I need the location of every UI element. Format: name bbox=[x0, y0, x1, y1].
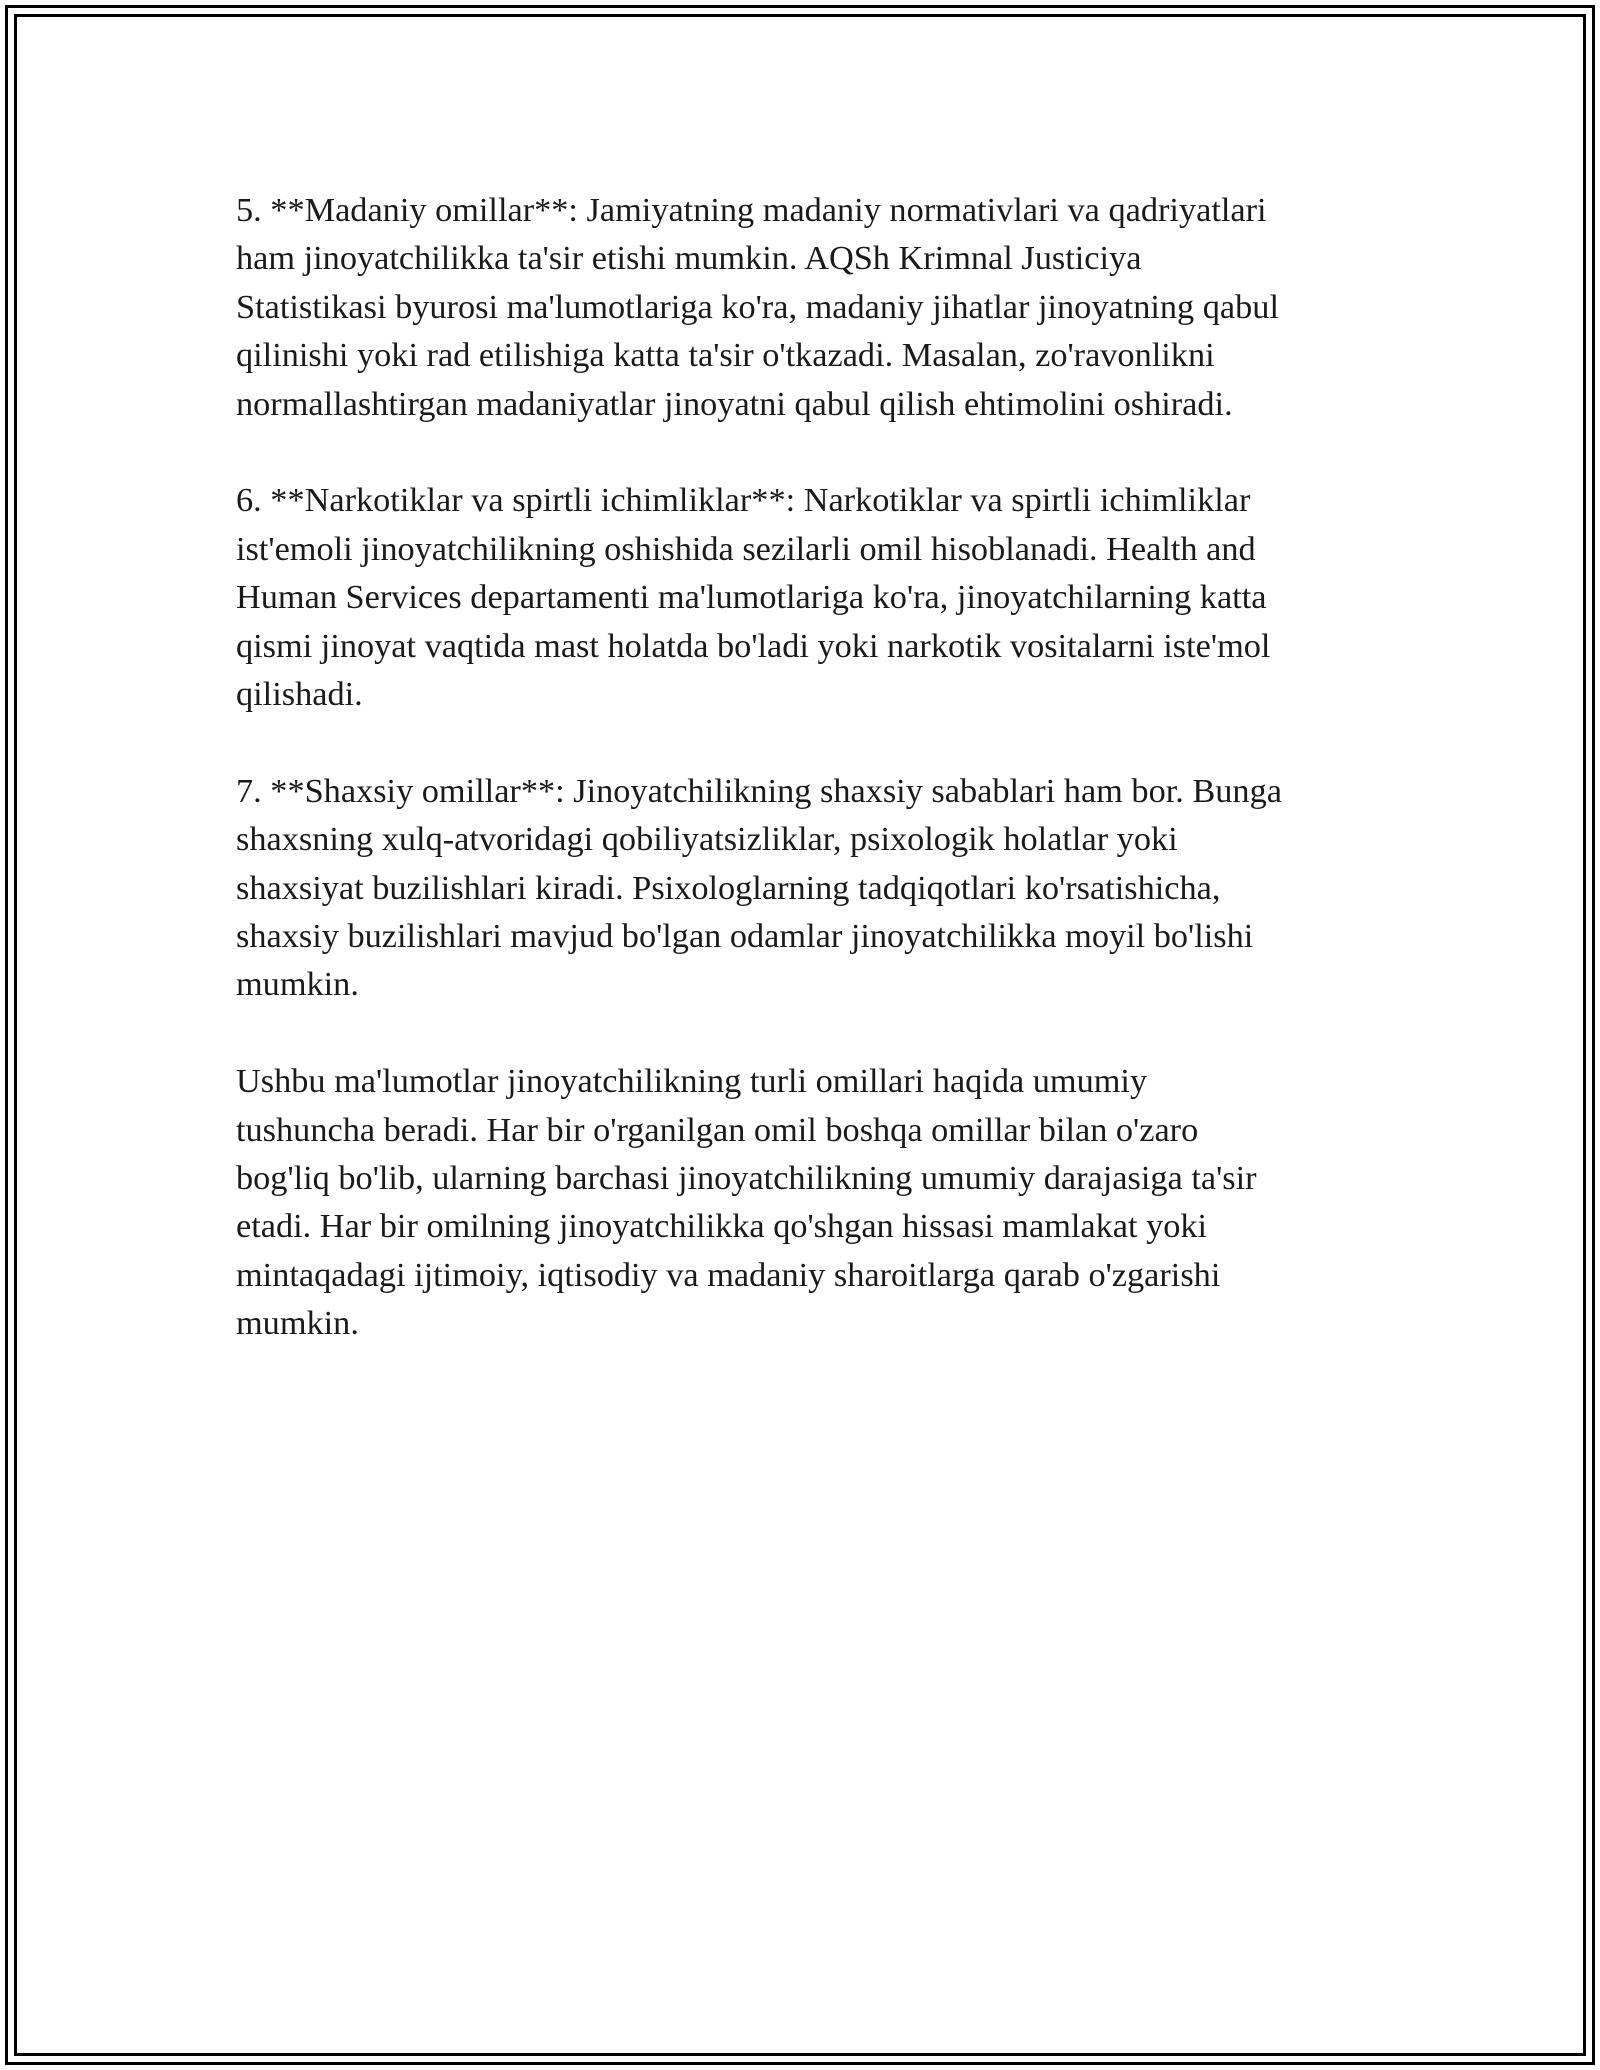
document-body bbox=[236, 186, 1366, 1396]
paragraph-cultural-factors: 5. **Madaniy omillar**: Jamiyatning madaniy normativlari va qadriyatlari ham jinoyatchilikka ta'sir etishi mumkin. AQSh Krimnal Justiciya Statistikasi byurosi ma'lumotlariga ko'ra, madaniy jihatlar jinoyatning qabul qilinishi yoki rad etilishiga katta ta'sir o'tkazadi. Masalan, zo'ravonlikni normallashtirgan madaniyatlar jinoyatni qabul qilish ehtimolini oshiradi. bbox=[236, 191, 1279, 423]
paragraph-drugs-alcohol: 6. **Narkotiklar va spirtli ichimliklar**: Narkotiklar va spirtli ichimliklar ist'emoli jinoyatchilikning oshishida sezilarli omil hisoblanadi. Health and Human Services departamenti ma'lumotlariga ko'ra, jinoyatchilarning katta qismi jinoyat vaqtida mast holatda bo'ladi yoki narkotik vositalarni iste'mol qilishadi. bbox=[236, 481, 1271, 714]
paragraph-conclusion: Ushbu ma'lumotlar jinoyatchilikning turli omillari haqida umumiy tushuncha beradi. Har bir o'rganilgan omil boshqa omillar bilan o'zaro bog'liq bo'lib, ularning barchasi jinoyatchilikning umumiy darajasiga ta'sir etadi. Har bir omilning jinoyatchilikka qo'shgan hissasi mamlakat yoki mintaqadagi ijtimoiy, iqtisodiy va madaniy sharoitlarga qarab o'zgarishi mumkin. bbox=[236, 1062, 1257, 1343]
paragraph-personal-factors: 7. **Shaxsiy omillar**: Jinoyatchilikning shaxsiy sabablari ham bor. Bunga shaxsning xulq-atvoridagi qobiliyatsizliklar, psixologik holatlar yoki shaxsiyat buzilishlari kiradi. Psixologlarning tadqiqotlari ko'rsatishicha, shaxsiy buzilishlari mavjud bo'lgan odamlar jinoyatchilikka moyil bo'lishi mumkin. bbox=[236, 771, 1282, 1004]
